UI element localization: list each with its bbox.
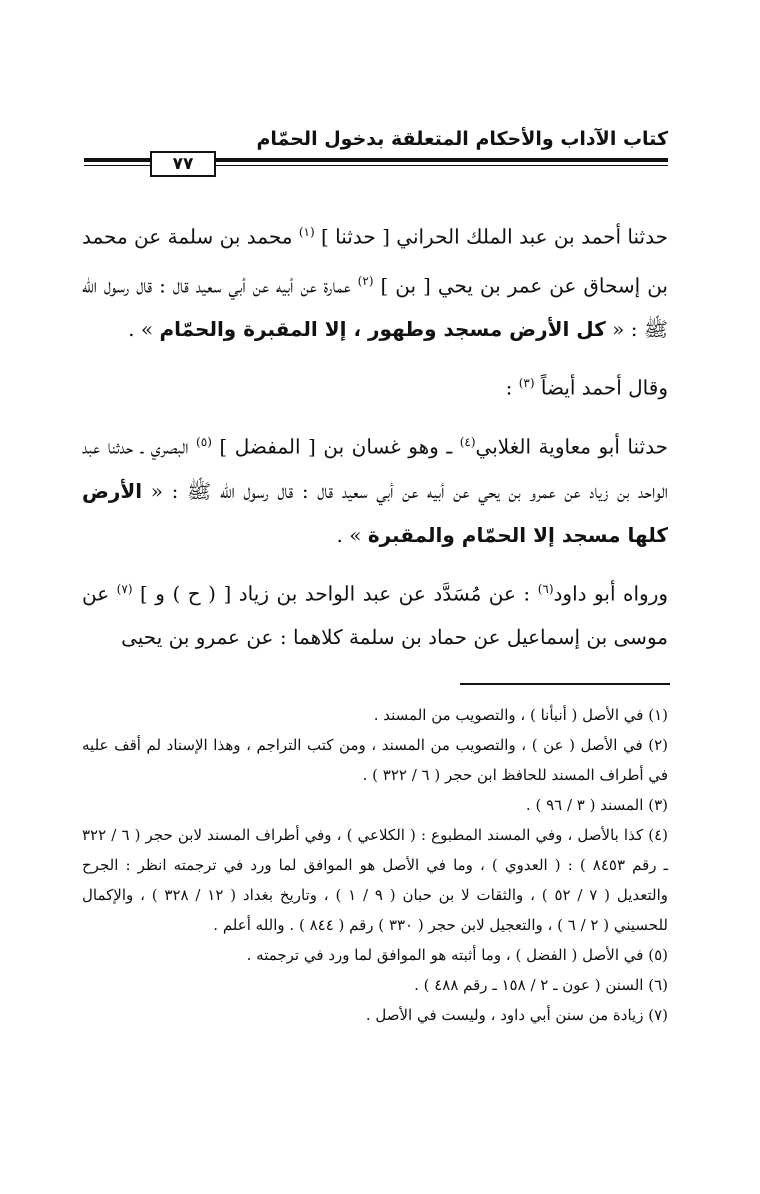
text-run: » . xyxy=(336,522,368,547)
footnote-2 xyxy=(82,730,668,790)
main-text xyxy=(82,210,668,669)
footnote-number: (١) xyxy=(648,706,668,724)
footnote-text: في الأصل ( أنبأنا ) ، والتصويب من المسند . xyxy=(373,706,644,724)
text-run: ـ وهو غسان بن [ المفضل ] xyxy=(211,434,460,459)
text-run: » . xyxy=(128,317,160,342)
paragraph-4 xyxy=(82,567,668,660)
paragraph-3 xyxy=(82,420,668,557)
text-run: وقال أحمد أيضاً xyxy=(534,375,668,400)
footnote-ref: (١) xyxy=(298,225,315,239)
text-run: : عن مُسَدَّد عن عبد الواحد بن زياد [ ( ح ) و ] xyxy=(132,581,538,606)
footnote-3 xyxy=(82,790,668,820)
footnote-ref: (٤) xyxy=(459,434,476,449)
text-run: : xyxy=(505,375,519,400)
footnote-number: (٤) xyxy=(648,826,668,844)
footnote-number: (٣) xyxy=(648,796,668,814)
page-number: ٧٧ xyxy=(150,151,216,177)
text-run: ورواه أبو داود xyxy=(553,581,669,606)
footnote-number: (٧) xyxy=(648,1006,668,1024)
footnote-text: زيادة من سنن أبي داود ، وليست في الأصل . xyxy=(365,1006,644,1024)
footnote-separator xyxy=(460,683,670,685)
paragraph-1 xyxy=(82,210,668,351)
text-run: حدثنا أبو معاوية الغلابي xyxy=(475,434,668,459)
footnote-6 xyxy=(82,970,668,1000)
footnote-text: السنن ( عون ـ ٢ / ١٥٨ ـ رقم ٤٨٨ ) . xyxy=(414,976,644,994)
footnote-5 xyxy=(82,940,668,970)
footnote-ref: (٧) xyxy=(116,581,133,596)
page-header xyxy=(84,128,668,188)
footnote-text: في الأصل ( الفضل ) ، وما أثبته هو الموافق لما ورد في ترجمته . xyxy=(246,946,644,964)
footnote-text: المسند ( ٣ / ٩٦ ) . xyxy=(525,796,644,814)
text-run: البصري ـ حدثنا عبد الواحد بن زياد عن عمرو بن يحي عن أبيه عن أبي سعيد قال : قال رسول الله ﷺ : « xyxy=(82,434,668,503)
hadith-text: الأرض كلها مسجد إلا الحمّام والمقبرة xyxy=(82,478,668,547)
hadith-text: كل الأرض مسجد وطهور ، إلا المقبرة والحمّام xyxy=(159,317,606,342)
footnote-ref: (٦) xyxy=(537,581,554,596)
footnote-4 xyxy=(82,820,668,940)
footnote-number: (٥) xyxy=(648,946,668,964)
footnote-number: (٦) xyxy=(648,976,668,994)
footnote-text: في الأصل ( عن ) ، والتصويب من المسند ، ومن كتب التراجم ، وهذا الإسناد لم أقف عليه في أطراف المسند للحافظ ابن حجر ( ٦ / ٣٢٢ ) . xyxy=(82,736,668,784)
footnote-1 xyxy=(82,700,668,730)
footnote-text: كذا بالأصل ، وفي المسند المطبوع : ( الكلاعي ) ، وفي أطراف المسند لابن حجر ( ٦ / ٣٢٢ ـ رقم ٨٤٥٣ ) : ( العدوي ) ، وما في الأصل هو الموافق لما ورد في ترجمته انظر : الجرح والتعديل ( ٧ / ٥٢ ) ، والثقات لا بن حبان ( ٩ / ١ ) ، وتاريخ بغداد ( ١٢ / ٣٢٨ ) ، والإكمال للحسيني ( ٢ / ٦ ) ، والتعجيل لابن حجر ( ٣٣٠ ) رقم ( ٨٤٤ ) . والله أعلم . xyxy=(82,826,668,934)
paragraph-2 xyxy=(82,361,668,410)
text-run: عمارة عن أبيه عن أبي سعيد قال : قال رسول الله ﷺ : « xyxy=(82,273,668,342)
running-title: كتاب الآداب والأحكام المتعلقة بدخول الحمّام xyxy=(256,128,668,150)
footnote-ref: (٥) xyxy=(196,434,212,449)
footnote-number: (٢) xyxy=(648,736,668,754)
text-run: حدثنا أحمد بن عبد الملك الحراني [ حدثنا ] xyxy=(314,224,668,249)
footnote-7 xyxy=(82,1000,668,1030)
footnote-ref: (٢) xyxy=(357,273,374,288)
footnotes xyxy=(82,700,668,1030)
text-run: محمد بن سلمة عن محمد بن إسحاق عن عمر بن يحي [ بن ] xyxy=(82,224,668,298)
text-run: عن موسى بن إسماعيل عن حماد بن سلمة كلاهما : عن عمرو بن يحيى xyxy=(82,581,668,650)
footnote-ref: (٣) xyxy=(518,376,535,391)
